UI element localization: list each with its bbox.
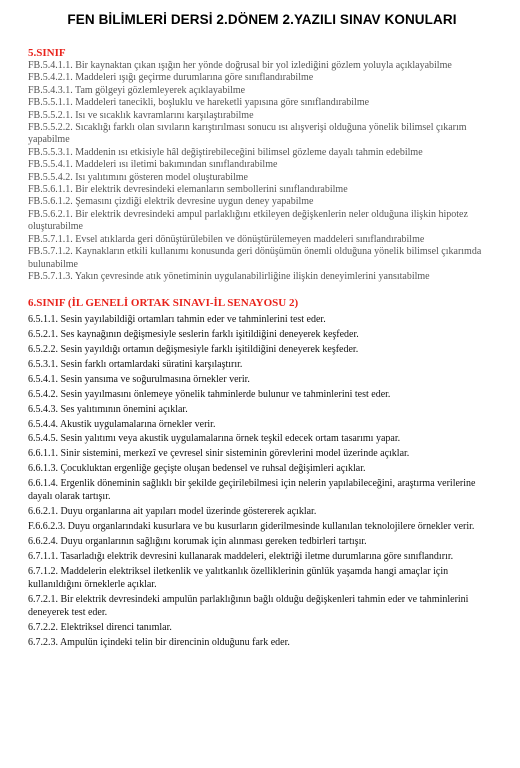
list-item: FB.5.4.3.1. Tam gölgeyi gözlemleyerek açıklayabilme: [28, 84, 246, 96]
list-item: FB.5.7.1.1. Evsel atıklarda geri dönüştürülebilen ve dönüştürülemeyen maddeleri sınıflandırabilme: [28, 233, 425, 245]
list-item: F.6.6.2.3. Duyu organlarındaki kusurlara ve bu kusurların giderilmesinde kullanılan teknolojilere örnekler verir.: [28, 521, 475, 533]
list-item: FB.5.5.2.1. Isı ve sıcaklık kavramlarını karşılaştırabilme: [28, 109, 254, 121]
grade-5-section: [28, 47, 496, 283]
list-item: 6.5.2.2. Sesin yayıldığı ortamın değişmesiyle farklı işitildiğini deneyerek keşfeder.: [28, 344, 359, 356]
grade-6-list: [28, 313, 496, 649]
list-item: FB.5.4.2.1. Maddeleri ışığı geçirme durumlarına göre sınıflandırabilme: [28, 72, 314, 84]
list-item: 6.5.4.3. Ses yalıtımının önemini açıklar.: [28, 403, 188, 415]
list-item: 6.5.4.4. Akustik uygulamalarına örnekler verir.: [28, 418, 216, 430]
list-item: FB.5.5.4.1. Maddeleri ısı iletimi bakımından sınıflandırabilme: [28, 159, 278, 171]
list-item: FB.5.5.1.1. Maddeleri tanecikli, boşluklu ve hareketli yapısına göre sınıflandırabilme: [28, 97, 370, 109]
list-item: FB.5.5.2.2. Sıcaklığı farklı olan sıvıların karıştırılması sonucu ısı alışverişi olduğuna yönelik bilimsel çıkarım yapabilme: [28, 122, 467, 146]
list-item: FB.5.6.2.1. Bir elektrik devresindeki ampul parlaklığını etkileyen değişkenlerin neler olduğuna ilişkin hipotez oluşturabilme: [28, 208, 468, 233]
list-item: FB.5.7.1.3. Yakın çevresinde atık yönetiminin uygulanabilirliğine ilişkin deneyimlerini yansıtabilme: [28, 270, 430, 282]
list-item: 6.7.2.2. Elektriksel direnci tanımlar.: [28, 621, 172, 633]
list-item: 6.5.4.5. Sesin yalıtımı veya akustik uygulamalarına örnek teşkil edecek ortam tasarımı yapar.: [28, 433, 401, 445]
list-item: 6.6.1.4. Ergenlik döneminin sağlıklı bir şekilde geçirilebilmesi için nelerin yapılabileceğini, araştırma verilerine dayalı olarak tartışır.: [28, 478, 476, 503]
list-item: FB.5.6.1.2. Şemasını çizdiği elektrik devresine uygun deney yapabilme: [28, 196, 314, 208]
list-item: FB.5.7.1.2. Kaynakların etkili kullanımı konusunda geri dönüşümün önemli olduğuna yönelik bilimsel çıkarımda bulunabilme: [28, 246, 482, 270]
list-item: 6.7.2.1. Bir elektrik devresindeki ampulün parlaklığının bağlı olduğu değişkenleri tahmin eder ve tahminlerini deneyerek test eder.: [28, 593, 469, 619]
grade-5-heading: 5.SINIF: [28, 47, 66, 59]
list-item: FB.5.6.1.1. Bir elektrik devresindeki elemanların sembollerini sınıflandırabilme: [28, 184, 348, 196]
list-item: 6.7.1.1. Tasarladığı elektrik devresini kullanarak maddeleri, elektriği iletme durumlarına göre sınıflandırır.: [28, 550, 454, 562]
list-item: 6.5.1.1. Sesin yayılabildiği ortamları tahmin eder ve tahminlerini test eder.: [28, 314, 326, 326]
list-item: 6.5.4.1. Sesin yansıma ve soğurulmasına örnekler verir.: [28, 373, 250, 385]
list-item: 6.6.2.1. Duyu organlarına ait yapıları model üzerinde göstererek açıklar.: [28, 506, 317, 518]
list-item: 6.5.3.1. Sesin farklı ortamlardaki süratini karşılaştırır.: [28, 358, 243, 370]
list-item: FB.5.5.3.1. Maddenin ısı etkisiyle hâl değiştirebileceğini bilimsel gözleme dayalı tahmin edebilme: [28, 146, 423, 158]
list-item: 6.7.1.2. Maddelerin elektriksel iletkenlik ve yalıtkanlık özelliklerinin günlük yaşamda hangi amaçlar için kullanıldığını örneklerle açıklar.: [28, 565, 449, 590]
list-item: 6.6.1.3. Çocukluktan ergenliğe geçişte oluşan bedensel ve ruhsal değişimleri açıklar.: [28, 463, 366, 475]
list-item: 6.5.2.1. Ses kaynağının değişmesiyle seslerin farklı işitildiğini deneyerek keşfeder.: [28, 329, 359, 341]
grade-6-heading: 6.SINIF (İL GENELİ ORTAK SINAVI-İL SENAYOSU 2): [28, 297, 299, 310]
list-item: 6.6.1.1. Sinir sistemini, merkezî ve çevresel sinir sisteminin görevlerini model üzerinde açıklar.: [28, 448, 410, 460]
list-item: FB.5.4.1.1. Bir kaynaktan çıkan ışığın her yönde doğrusal bir yol izlediğini gözlem yoluyla açıklayabilme: [28, 60, 452, 71]
list-item: FB.5.5.4.2. Isı yalıtımını gösteren model oluşturabilme: [28, 171, 248, 183]
grade-5-list: [28, 60, 496, 283]
list-item: 6.7.2.3. Ampulün içindeki telin bir direncinin olduğunu fark eder.: [28, 636, 290, 648]
list-item: 6.5.4.2. Sesin yayılmasını önlemeye yönelik tahminlerde bulunur ve tahminlerini test eder.: [28, 388, 391, 400]
grade-6-section: [28, 297, 496, 649]
document-title: FEN BİLİMLERİ DERSİ 2.DÖNEM 2.YAZILI SINAV KONULARI: [67, 12, 457, 27]
list-item: 6.6.2.4. Duyu organlarının sağlığını korumak için alınması gereken tedbirleri tartışır.: [28, 535, 367, 547]
